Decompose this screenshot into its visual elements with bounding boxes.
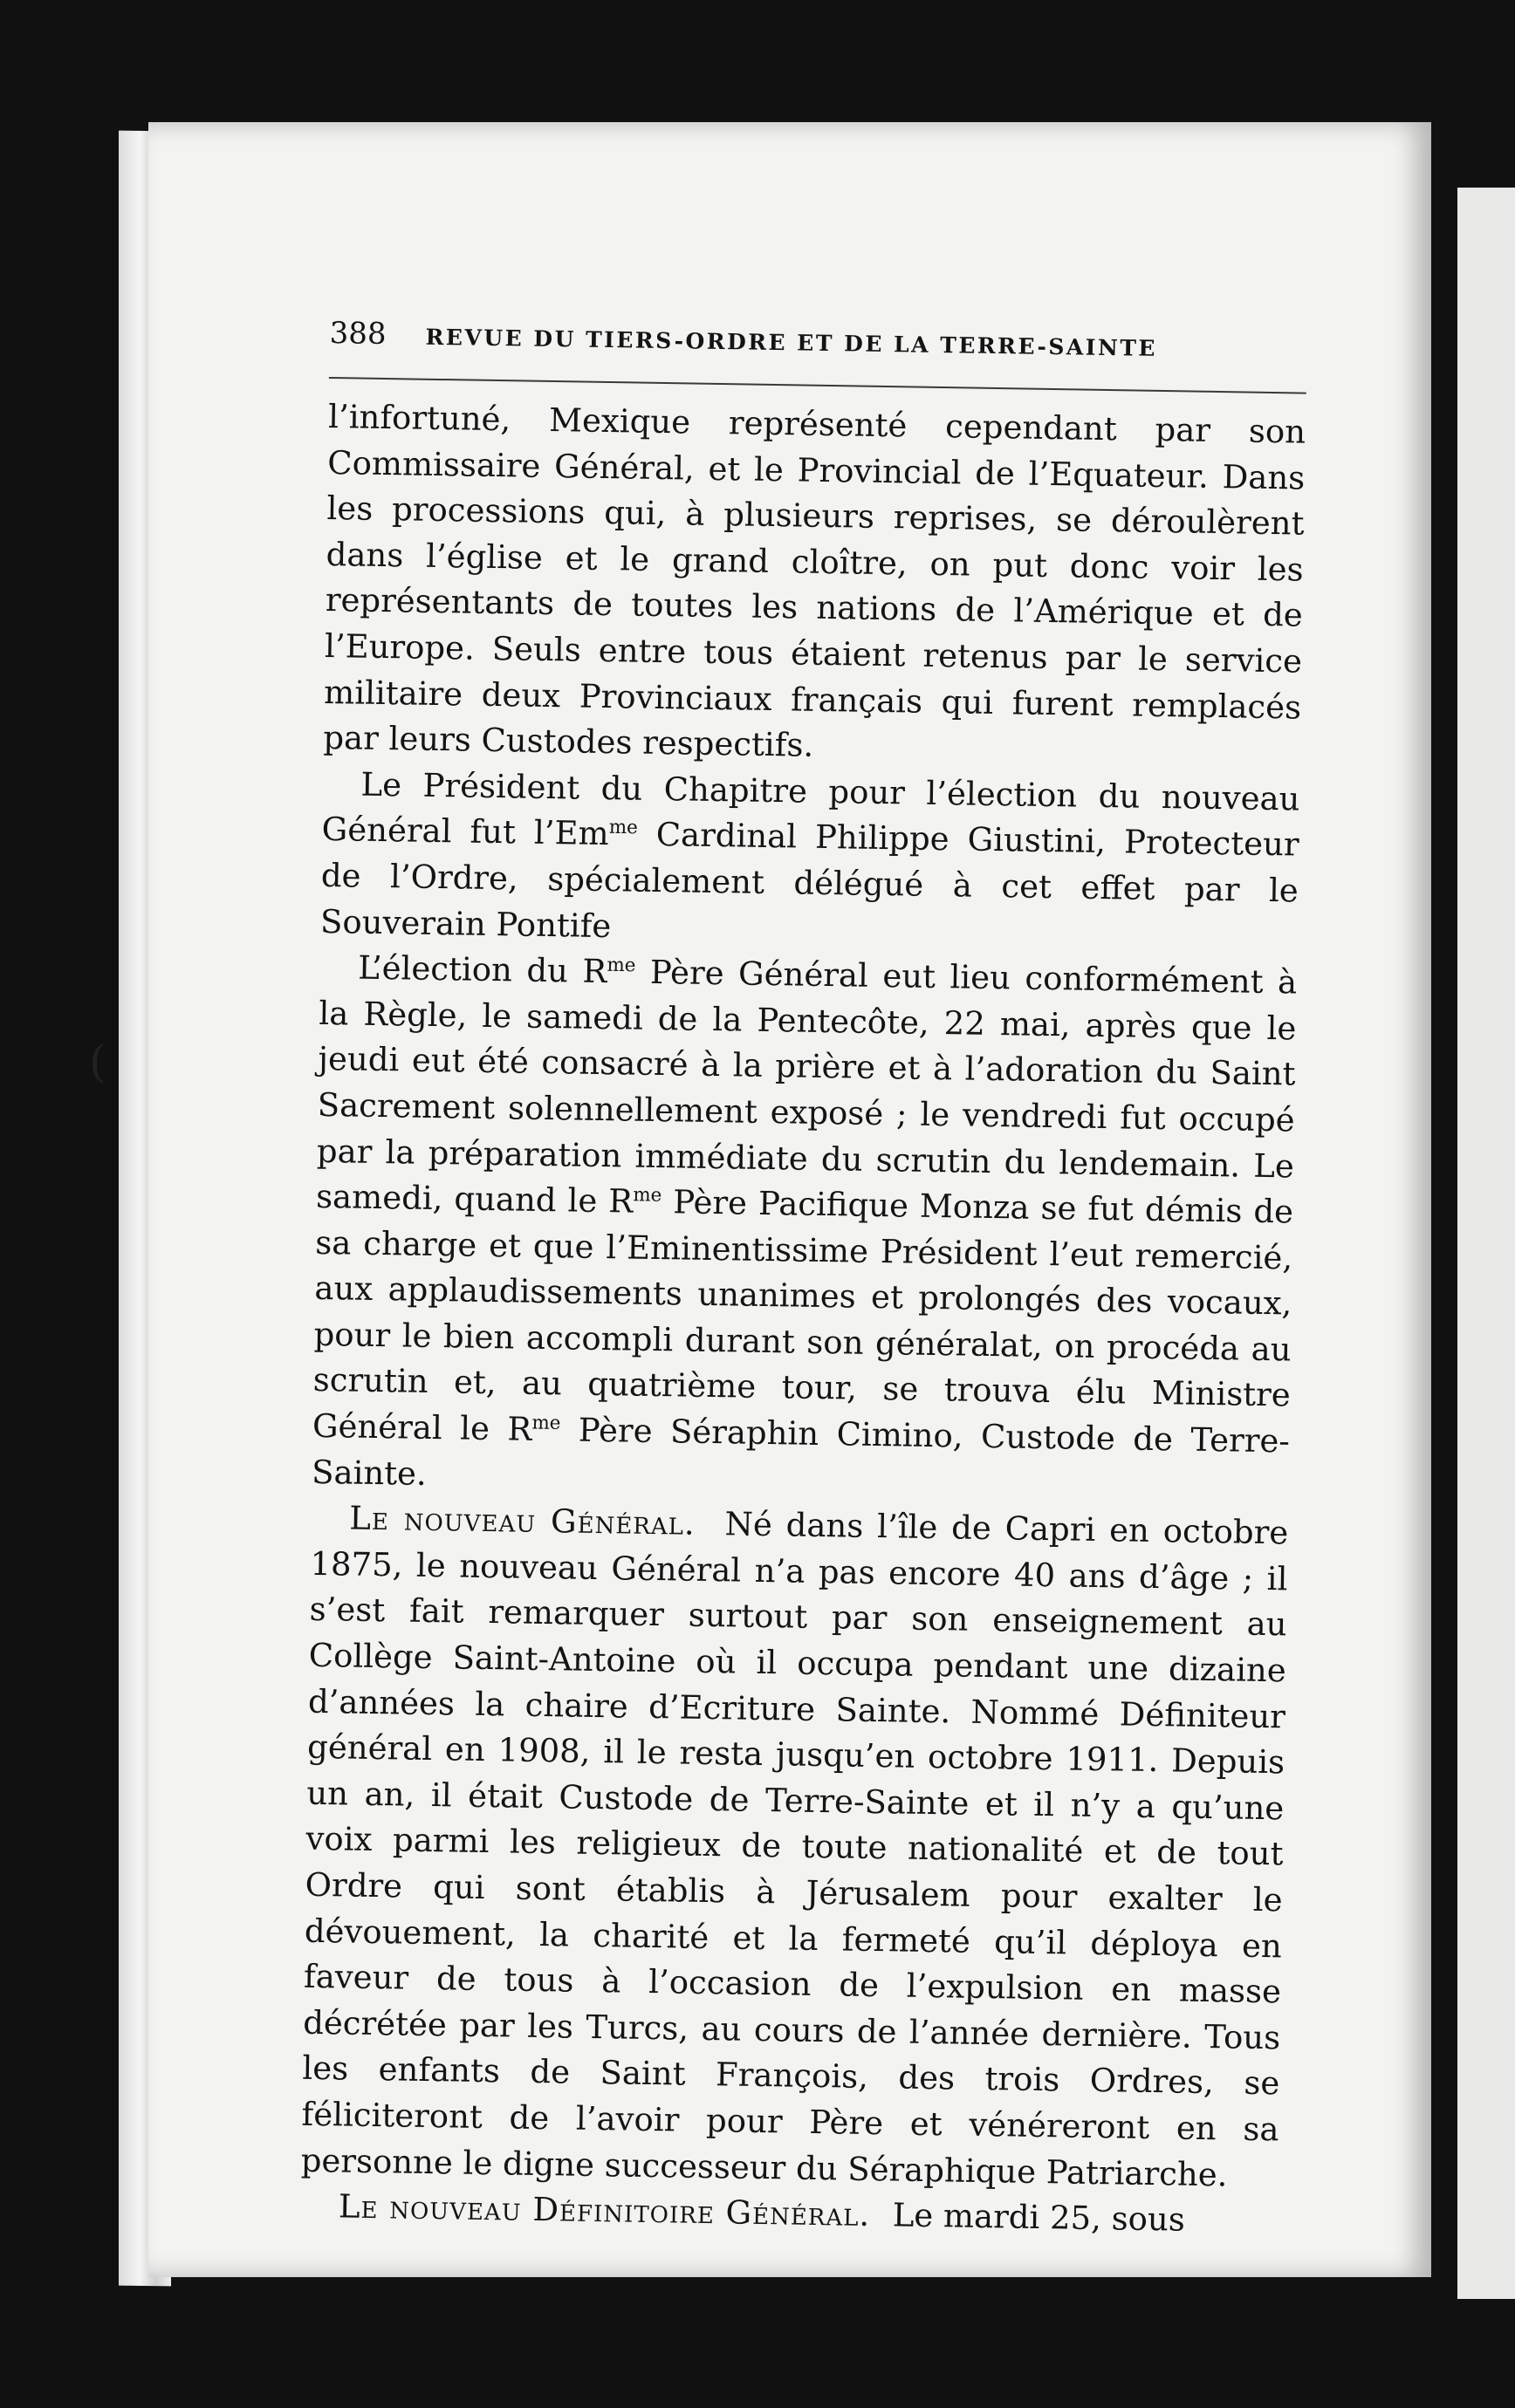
running-title: REVUE DU TIERS-ORDRE ET DE LA TERRE-SAINTE: [425, 324, 1158, 361]
text-run: L’élection du R: [357, 948, 607, 991]
superscript: me: [531, 1412, 561, 1435]
superscript: me: [608, 817, 639, 839]
superscript: me: [633, 1184, 662, 1207]
section-lead: Le nouveau Général.: [349, 1499, 696, 1543]
facing-page-edge: [1457, 188, 1515, 2299]
text-run: Le Président du Chapitre pour l’élection du nouveau Général fut l’Em: [321, 765, 1300, 853]
text-run: Né dans l’île de Capri en octobre 1875, le nouveau Général n’a pas encore 40 ans d’âge ; il s’est fait remarquer surtout par son enseignement au Collège Saint-Antoine où il occupa pendant une dizaine d’années la chaire d’Ecriture Sainte. Nommé Définiteur général en 1908, il le resta jusqu’en octobre 1911. Depuis un an, il était Custode de Terre-Sainte et il n’y a qu’une voix parmi les religieux de toute nationalité et de tout Ordre qui sont établis à Jérusalem pour exalter le dévouement, la charité et la fermeté qu’il déploya en faveur de tous à l’occasion de l’expulsion en masse décrétée par les Turcs, au cours de l’année dernière. Tous les enfants de Saint François, des trois Ordres, se féliciteront de l’avoir pour Père et vénéreront en sa personne le digne successeur du Séraphique Patriarche.: [300, 1505, 1289, 2193]
text-run: Père Pacifique Monza se fut démis de sa charge et que l’Eminentissime Président l’eut remercié, aux applaudissements unanimes et prolongés des vocaux, pour le bien accompli durant son généralat, on procéda au scrutin et, au quatrième tour, se trouva élu Ministre Général le R: [312, 1183, 1294, 1448]
page-number: 388: [329, 316, 387, 352]
text-run: Père Séraphin Cimino, Custode de Terre-Sainte.: [311, 1411, 1291, 1493]
superscript: me: [607, 954, 636, 977]
text-run: Le mardi 25, sous: [892, 2196, 1186, 2239]
section-lead: Le nouveau Définitoire Général.: [338, 2187, 871, 2234]
text-run: Père Général eut lieu conformément à la Règle, le samedi de la Pentecôte, 22 mai, après que le jeudi eut été consacré à la prière et à l’adoration du Saint Sacrement solennellement exposé ; le vendredi fut occupé par la préparation immédiate du scrutin du lendemain. Le samedi, quand le R: [315, 953, 1298, 1221]
paragraph-election: [312, 945, 1298, 1511]
margin-mark: (: [89, 1036, 106, 1087]
paragraph-new-general: [300, 1495, 1288, 2199]
text-run: Cardinal Philippe Giustini, Protecteur de l’Ordre, spécialement délégué à cet effet par le Souverain Pontife: [319, 815, 1299, 945]
paragraph-continued: l’infortuné, Mexique représenté cependant par son Commissaire Général, et le Provincial de l’Equateur. Dans les processions qui, à plusieurs reprises, se déroulèrent dans l’église et le grand cloître, on put donc voir les représentants de toutes les nations de l’Amérique et de l’Europe. Seuls entre tous étaient retenus par le service militaire deux Provinciaux français qui furent remplacés par leurs Custodes respectifs.: [323, 397, 1306, 764]
paragraph-president: [320, 762, 1300, 961]
page-content: [300, 316, 1307, 2245]
